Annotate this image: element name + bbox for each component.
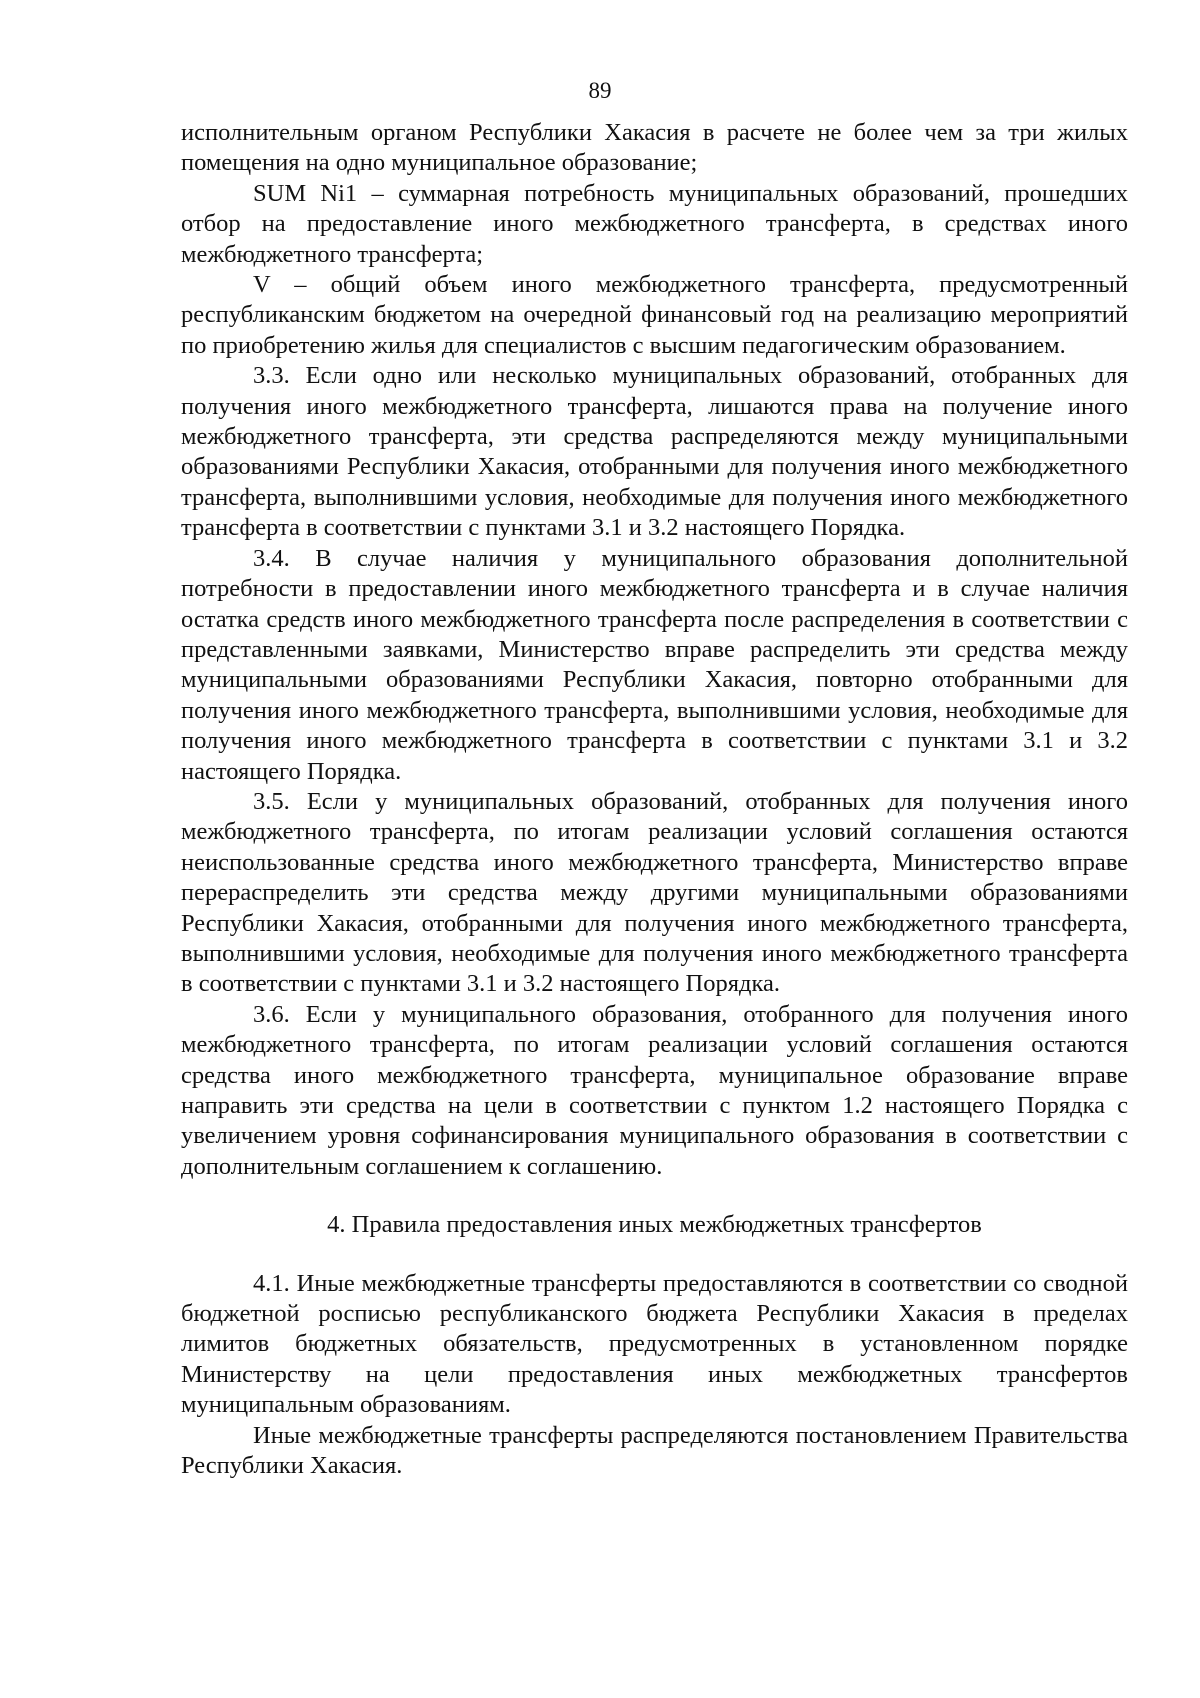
- paragraph-v-definition: V – общий объем иного межбюджетного трансферта, предусмотренный республиканским бюджетом на очередной финансовый год на реализацию мероприятий по приобретению жилья для специалистов с высшим педагогическим образованием.: [181, 271, 1128, 359]
- paragraph-3-5: 3.5. Если у муниципальных образований, отобранных для получения иного межбюджетного трансферта, по итогам реализации условий соглашения остаются неиспользованные средства иного межбюджетного трансферта, Министерство вправе перераспределить эти средства между другими муниципальными образованиями Республики Хакасия, отобранными для получения иного межбюджетного трансферта, выполнившими условия, необходимые для получения иного межбюджетного трансферта в соответствии с пунктами 3.1 и 3.2 настоящего Порядка.: [181, 787, 1128, 998]
- paragraph-4-1: 4.1. Иные межбюджетные трансферты предоставляются в соответствии со сводной бюджетной росписью республиканского бюджета Республики Хакасия в пределах лимитов бюджетных обязательств, предусмотренных в установленном порядке Министерству на цели предоставления иных межбюджетных трансфертов муниципальным образованиям.: [181, 1269, 1128, 1419]
- section-heading: 4. Правила предоставления иных межбюджетных трансфертов: [327, 1211, 982, 1239]
- document-body: [181, 118, 1128, 1481]
- page-number: 89: [588, 78, 612, 103]
- paragraph-3-3: 3.3. Если одно или несколько муниципальных образований, отобранных для получения иного межбюджетного трансферта, лишаются права на получение иного межбюджетного трансферта, эти средства распределяются между муниципальными образованиями Республики Хакасия, отобранными для получения иного межбюджетного трансферта, выполнившими условия, необходимые для получения иного межбюджетного трансферта в соответствии с пунктами 3.1 и 3.2 настоящего Порядка.: [181, 362, 1128, 542]
- paragraph-distribution: Иные межбюджетные трансферты распределяются постановлением Правительства Республики Хакасия.: [181, 1421, 1128, 1480]
- paragraph-3-4: 3.4. В случае наличия у муниципального образования дополнительной потребности в предоставлении иного межбюджетного трансферта и в случае наличия остатка средств иного межбюджетного трансферта после распределения в соответствии с представленными заявками, Министерство вправе распределить эти средства между муниципальными образованиями Республики Хакасия, повторно отобранными для получения иного межбюджетного трансферта, выполнившими условия, необходимые для получения иного межбюджетного трансферта в соответствии с пунктами 3.1 и 3.2 настоящего Порядка.: [181, 544, 1128, 785]
- paragraph-3-6: 3.6. Если у муниципального образования, отобранного для получения иного межбюджетного трансферта, по итогам реализации условий соглашения остаются средства иного межбюджетного трансферта, муниципальное образование вправе направить эти средства на цели в соответствии с пунктом 1.2 настоящего Порядка с увеличением уровня софинансирования муниципального образования в соответствии с дополнительным соглашением к соглашению.: [181, 1000, 1128, 1180]
- paragraph-sum-ni1-definition: SUM Ni1 – суммарная потребность муниципальных образований, прошедших отбор на предоставление иного межбюджетного трансферта, в средствах иного межбюджетного трансферта;: [181, 179, 1128, 268]
- paragraph-continuation: исполнительным органом Республики Хакасия в расчете не более чем за три жилых помещения на одно муниципальное образование;: [181, 119, 1128, 177]
